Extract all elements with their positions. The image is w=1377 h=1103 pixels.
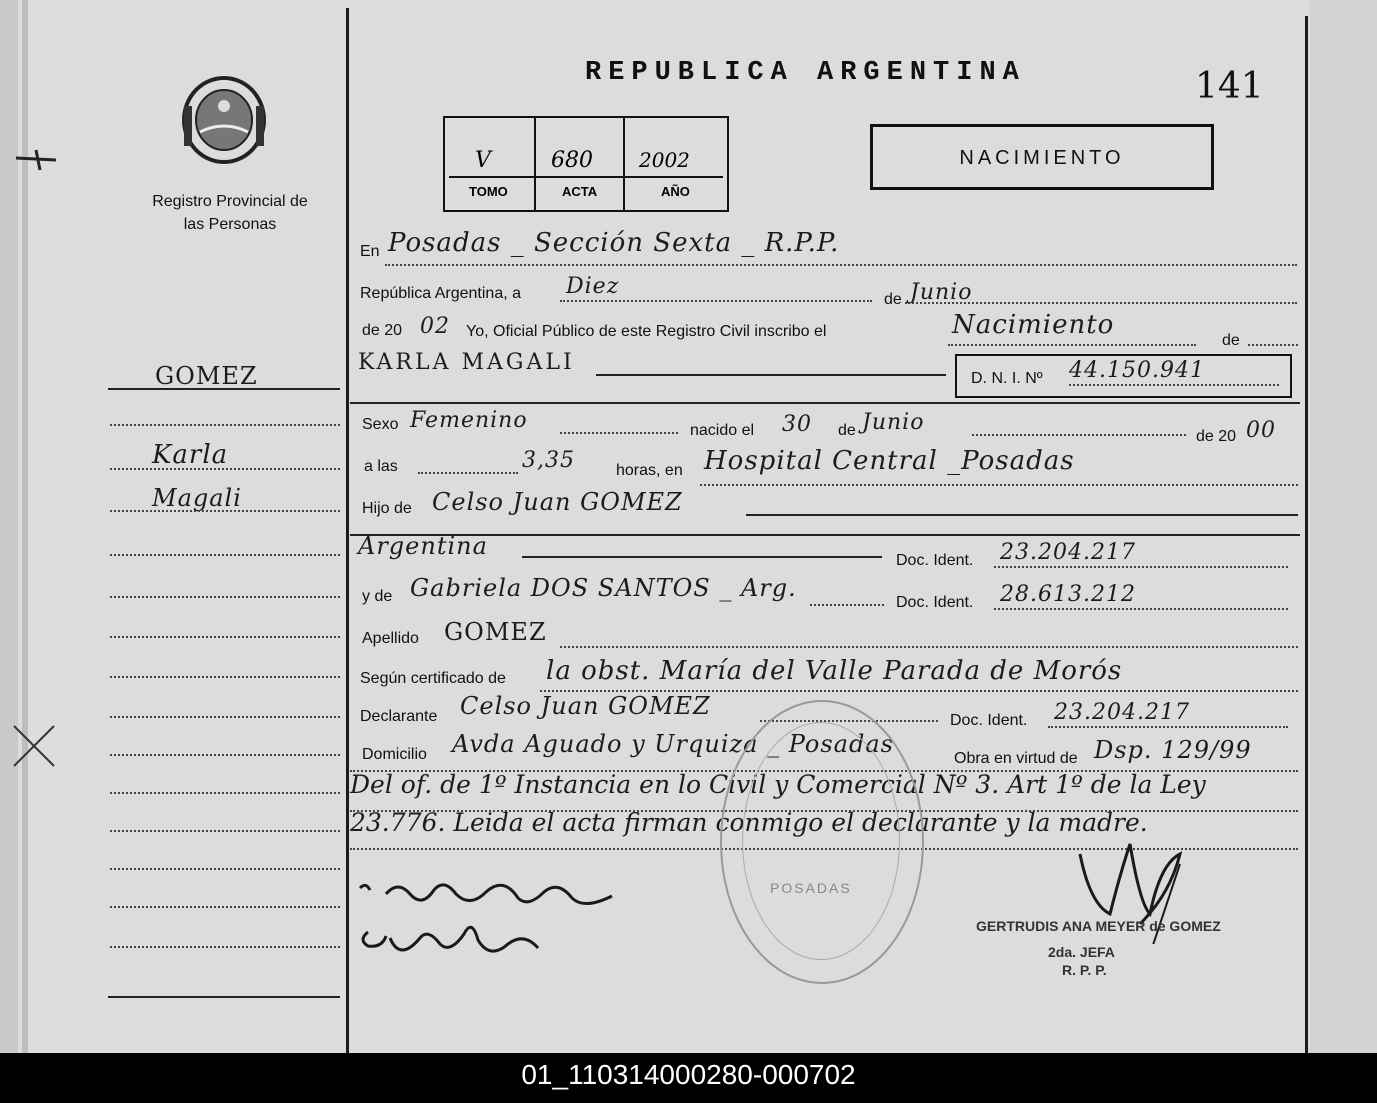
- sexo-value: Femenino: [410, 408, 528, 433]
- provincial-crest-icon: [178, 70, 270, 170]
- tomo-value: V: [475, 148, 491, 173]
- annotation-line-2: 23.776. Leida el acta firman conmigo el declarante y la madre.: [350, 808, 1148, 837]
- alas-label: a las: [364, 458, 398, 475]
- apellido-label: Apellido: [362, 630, 419, 647]
- official-seal-inner: [742, 722, 900, 960]
- next-page-edge: [1310, 0, 1377, 1053]
- declarante-name: Celso Juan GOMEZ: [460, 692, 711, 720]
- place-of-registration: Posadas _ Sección Sexta _ R.P.P.: [388, 228, 840, 258]
- year-prefix: de 20: [362, 322, 403, 339]
- de-label-2: de: [1222, 332, 1240, 349]
- officer-statement: Yo, Oficial Público de este Registro Civil inscribo el: [466, 323, 827, 340]
- official-unit: R. P. P.: [1062, 962, 1107, 978]
- tomo-label: TOMO: [469, 184, 508, 199]
- registry-name: Registro Provincial de las Personas: [152, 193, 308, 233]
- obra-label: Obra en virtud de: [954, 750, 1078, 767]
- declarant-signature: [356, 876, 656, 966]
- act-type-box: [870, 124, 1214, 190]
- act-type: NACIMIENTO: [959, 147, 1125, 169]
- acta-label: ACTA: [562, 184, 598, 199]
- annotation-line-1: Del of. de 1º Instancia en lo Civil y Comercial Nº 3. Art 1º de la Ley: [350, 770, 1206, 799]
- father-name: Celso Juan GOMEZ: [432, 488, 683, 516]
- dni-label: D. N. I. Nº: [971, 370, 1043, 387]
- father-doc-label: Doc. Ident.: [896, 552, 974, 569]
- registration-year: 02: [420, 314, 450, 339]
- birth-day: 30: [782, 412, 812, 437]
- registration-day: Diez: [566, 274, 620, 299]
- sexo-label: Sexo: [362, 416, 399, 433]
- apellido-value: GOMEZ: [444, 618, 547, 646]
- registered-name: KARLA MAGALI: [358, 350, 575, 375]
- father-nationality: Argentina: [358, 532, 488, 560]
- seal-text: POSADAS: [770, 880, 852, 896]
- margin-rule: [346, 8, 349, 1053]
- folio-number: 141: [1195, 66, 1264, 107]
- registration-month: Junio: [910, 280, 973, 305]
- obra-value: Dsp. 129/99: [1094, 736, 1252, 764]
- act-value: Nacimiento: [952, 310, 1115, 340]
- domicilio-label: Domicilio: [362, 746, 427, 763]
- de-label-3: de: [838, 422, 856, 439]
- domicilio-value: Avda Aguado y Urquiza _ Posadas: [452, 730, 894, 758]
- republica-label: República Argentina, a: [360, 285, 521, 302]
- margin-given-name-2: Magali: [152, 484, 242, 512]
- dni-box: [955, 354, 1292, 398]
- binding-mark-icon: [8, 140, 68, 180]
- margin-given-name-1: Karla: [152, 440, 229, 470]
- record-table: [443, 116, 729, 212]
- ano-label: AÑO: [661, 184, 690, 199]
- hijo-label: Hijo de: [362, 500, 412, 517]
- en-label: En: [360, 243, 380, 260]
- declarante-doc: 23.204.217: [1054, 700, 1190, 725]
- segun-label: Según certificado de: [360, 670, 506, 687]
- mother-doc-label: Doc. Ident.: [896, 594, 974, 611]
- mother-name: Gabriela DOS SANTOS _ Arg.: [410, 574, 797, 602]
- right-rule: [1305, 16, 1308, 1053]
- dni-value: 44.150.941: [1069, 358, 1205, 383]
- birth-place: Hospital Central _Posadas: [704, 446, 1075, 476]
- horas-label: horas, en: [616, 462, 683, 479]
- declarante-doc-label: Doc. Ident.: [950, 712, 1028, 729]
- official-role: 2da. JEFA: [1048, 944, 1115, 960]
- acta-value: 680: [551, 148, 593, 173]
- file-caption: 01_110314000280-000702: [521, 1059, 856, 1090]
- de-label-1: de: [884, 291, 902, 308]
- binding-mark-icon-2: [4, 716, 64, 776]
- birth-hour: 3,35: [522, 448, 575, 473]
- certificate-issuer: la obst. María del Valle Parada de Morós: [546, 656, 1123, 686]
- birth-month: Junio: [862, 410, 925, 435]
- yde-label: y de: [362, 588, 393, 605]
- year-label: de 20: [1196, 428, 1237, 445]
- document-title: REPUBLICA ARGENTINA: [585, 58, 1026, 88]
- margin-surname: GOMEZ: [155, 362, 258, 390]
- mother-doc: 28.613.212: [1000, 582, 1136, 607]
- declarante-label: Declarante: [360, 708, 438, 725]
- birth-year: 00: [1246, 418, 1276, 443]
- father-doc: 23.204.217: [1000, 540, 1136, 565]
- caption-bar: [0, 1053, 1377, 1103]
- nacido-label: nacido el: [690, 422, 755, 439]
- official-name: GERTRUDIS ANA MEYER de GOMEZ: [976, 918, 1221, 934]
- ano-value: 2002: [639, 148, 690, 172]
